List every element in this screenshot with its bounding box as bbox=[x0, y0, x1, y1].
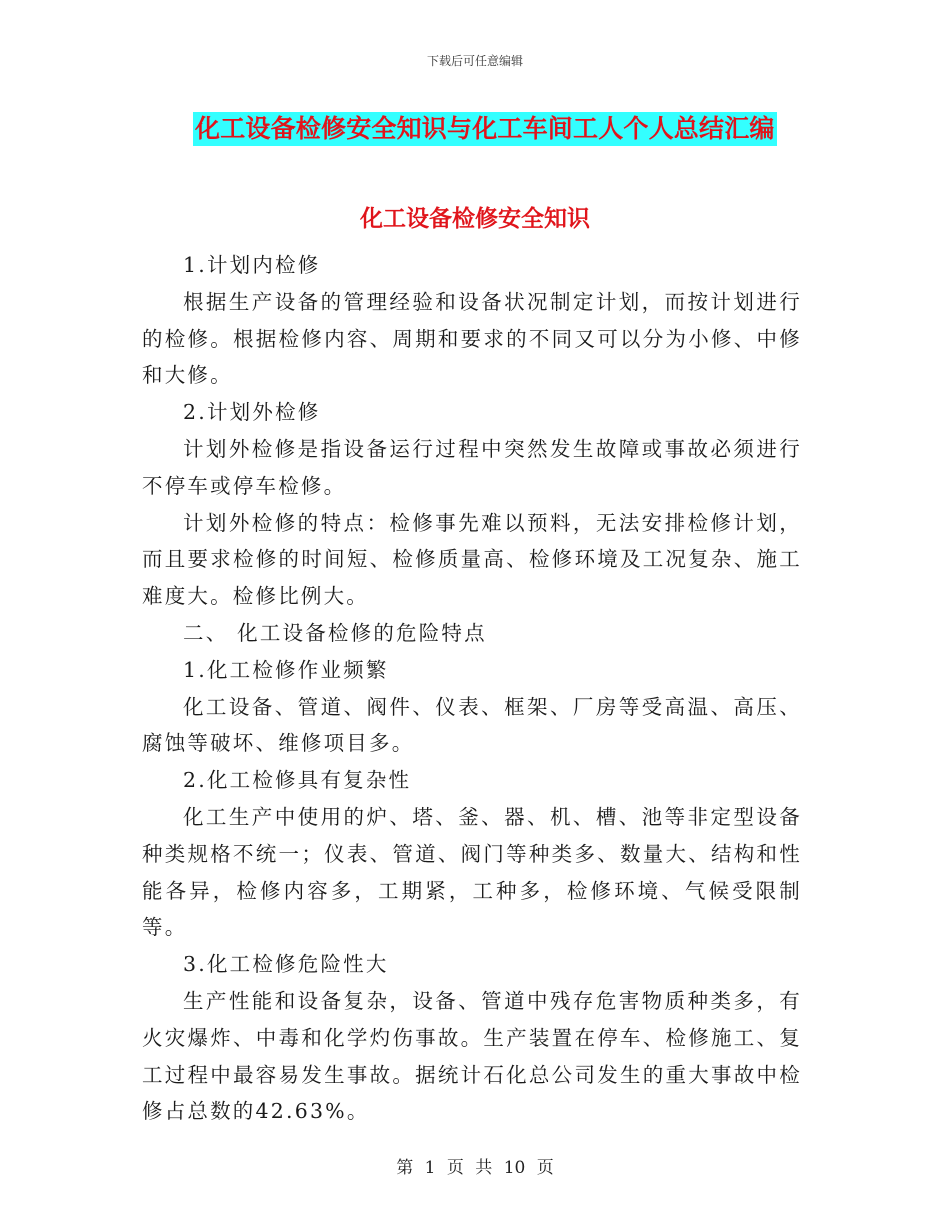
heading-hazard-characteristics: 二、 化工设备检修的危险特点 bbox=[183, 620, 487, 645]
heading-high-risk: 3.化工检修危险性大 bbox=[183, 952, 389, 977]
paragraph: 计划外检修是指设备运行过程中突然发生故障或事故必须进行不停车或停车检修。 bbox=[142, 436, 802, 498]
document-title: 化工设备检修安全知识与化工车间工人个人总结汇编 bbox=[193, 112, 777, 146]
header-note: 下载后可任意编辑 bbox=[426, 54, 523, 68]
heading-frequent-maintenance: 1.化工检修作业频繁 bbox=[183, 657, 389, 682]
page-number: 第 1 页 共 10 页 bbox=[396, 1158, 554, 1178]
paragraph: 根据生产设备的管理经验和设备状况制定计划，而按计划进行的检修。根据检修内容、周期和要求的不同又可以分为小修、中修和大修。 bbox=[142, 289, 802, 388]
heading-unplanned-maintenance: 2.计划外检修 bbox=[183, 400, 321, 425]
heading-planned-maintenance: 1.计划内检修 bbox=[183, 253, 321, 277]
document-body bbox=[142, 247, 802, 1130]
paragraph: 计划外检修的特点：检修事先难以预料，无法安排检修计划，而且要求检修的时间短、检修质量高、检修环境及工况复杂、施工难度大。检修比例大。 bbox=[142, 510, 802, 609]
section-title: 化工设备检修安全知识 bbox=[360, 205, 590, 232]
heading-complexity: 2.化工检修具有复杂性 bbox=[183, 768, 412, 793]
paragraph: 化工生产中使用的炉、塔、釜、器、机、槽、池等非定型设备种类规格不统一；仪表、管道、阀门等种类多、数量大、结构和性能各异，检修内容多，工期紧，工种多，检修环境、气候受限制等。 bbox=[142, 804, 802, 940]
paragraph: 化工设备、管道、阀件、仪表、框架、厂房等受高温、高压、腐蚀等破坏、维修项目多。 bbox=[142, 694, 802, 756]
paragraph: 生产性能和设备复杂，设备、管道中残存危害物质种类多，有火灾爆炸、中毒和化学灼伤事故。生产装置在停车、检修施工、复工过程中最容易发生事故。据统计石化总公司发生的重大事故中检修占总数的42.63%。 bbox=[142, 988, 802, 1124]
